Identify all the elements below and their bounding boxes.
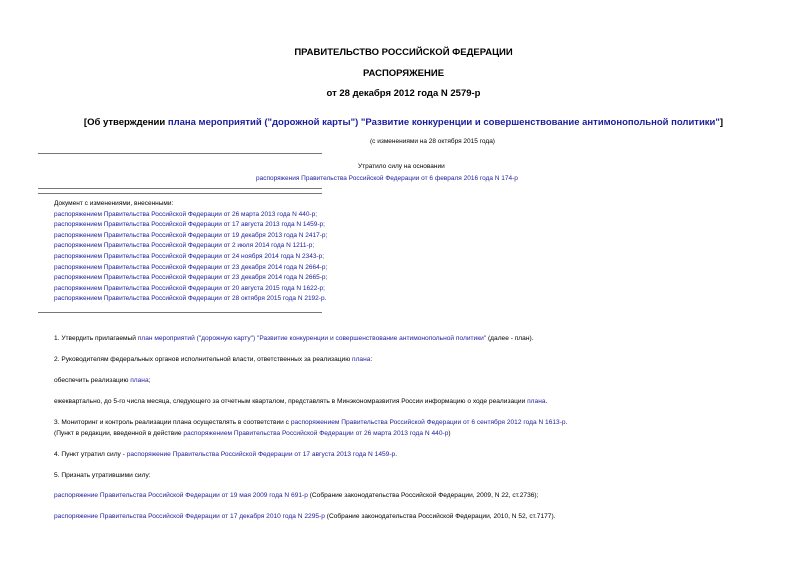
change-link[interactable]: распоряжением Правительства Российской Федерации от 23 декабря 2014 года N 2664-р; xyxy=(54,263,328,271)
paragraph-8 xyxy=(54,492,538,499)
edits-note: (с изменениями на 28 октября 2015 года) xyxy=(370,138,495,145)
plan-link[interactable]: плана xyxy=(130,377,149,384)
repeal-order-link[interactable]: распоряжение Правительства Российской Федерации от 17 августа 2013 года N 1459-р xyxy=(126,451,396,458)
changes-intro: Документ с изменениями, внесенными: xyxy=(54,200,174,207)
government-heading: ПРАВИТЕЛЬСТВО РОССИЙСКОЙ ФЕДЕРАЦИИ xyxy=(294,47,513,58)
paragraph-text: 1. Утвердить прилагаемый xyxy=(54,335,138,342)
paragraph-text: . xyxy=(545,398,548,405)
change-link[interactable]: распоряжением Правительства Российской Федерации от 24 ноября 2014 года N 2343-р; xyxy=(54,252,325,260)
paragraph-text: 2. Руководителям федеральных органов исполнительной власти, ответственных за реализацию xyxy=(54,356,352,363)
separator-line xyxy=(38,193,322,194)
title-suffix: ] xyxy=(719,117,724,128)
title-prefix: [Об утверждении xyxy=(83,117,168,128)
paragraph-9 xyxy=(54,513,556,520)
void-note: Утратило силу на основании xyxy=(358,163,445,170)
plan-link[interactable]: плана xyxy=(352,356,371,363)
change-link[interactable]: распоряжением Правительства Российской Федерации от 28 октября 2015 года N 2192-р. xyxy=(54,295,327,303)
monitoring-order-link[interactable]: распоряжением Правительства Российской Федерации от 6 сентября 2012 года N 1613-р xyxy=(290,419,566,426)
paragraph-text: (Собрание законодательства Российской Федерации, 2010, N 52, ст.7177). xyxy=(324,513,556,520)
paragraph-text: ; xyxy=(148,377,151,384)
paragraph-5 xyxy=(54,419,567,426)
separator-line xyxy=(38,188,322,189)
paragraph-text: . xyxy=(395,451,398,458)
amendment-link[interactable]: распоряжением Правительства Российской Федерации от 26 марта 2013 года N 440-р xyxy=(183,430,449,437)
change-link[interactable]: распоряжением Правительства Российской Федерации от 23 декабря 2014 года N 2665-р; xyxy=(54,274,328,282)
paragraph-3 xyxy=(54,377,150,384)
paragraph-7: 5. Признать утратившими силу: xyxy=(54,472,151,479)
title-plan-link[interactable]: плана мероприятий ("дорожной карты") "Развитие конкуренции и совершенствование антимонопольной политики" xyxy=(167,117,720,128)
paragraph-1 xyxy=(54,335,534,342)
plan-link[interactable]: плана xyxy=(527,398,546,405)
change-link[interactable]: распоряжением Правительства Российской Федерации от 19 декабря 2013 года N 2417-р; xyxy=(54,231,328,239)
repealed-order-link[interactable]: распоряжение Правительства Российской Федерации от 19 мая 2009 года N 691-р xyxy=(54,492,308,499)
paragraph-6 xyxy=(54,451,397,458)
change-link[interactable]: распоряжением Правительства Российской Федерации от 26 марта 2013 года N 440-р; xyxy=(54,210,318,218)
paragraph-text: обеспечить реализацию xyxy=(54,377,131,384)
changes-list xyxy=(54,199,327,305)
document-date-number: от 28 декабря 2012 года N 2579-р xyxy=(326,88,481,99)
paragraph-text: ) xyxy=(448,430,451,437)
paragraph-text: (Собрание законодательства Российской Федерации, 2009, N 22, ст.2736); xyxy=(307,492,539,499)
separator-line xyxy=(38,153,322,154)
paragraph-text: : xyxy=(370,356,373,363)
document-title xyxy=(0,117,807,128)
repealed-order-link[interactable]: распоряжение Правительства Российской Федерации от 17 декабря 2010 года N 2295-р xyxy=(54,513,325,520)
change-link[interactable]: распоряжением Правительства Российской Федерации от 17 августа 2013 года N 1459-р; xyxy=(54,221,325,229)
paragraph-2 xyxy=(54,356,372,363)
paragraph-text: ежеквартально, до 5-го числа месяца, следующего за отчетным кварталом, представлять в Минэкономразвития России информацию о ходе реализации xyxy=(54,398,528,405)
change-link[interactable]: распоряжением Правительства Российской Федерации от 20 августа 2015 года N 1622-р; xyxy=(54,284,325,292)
paragraph-text: (Пункт в редакции, введенной в действие xyxy=(54,430,184,437)
paragraph-text: 4. Пункт утратил силу - xyxy=(54,451,127,458)
change-link[interactable]: распоряжением Правительства Российской Федерации от 2 июля 2014 года N 1211-р; xyxy=(54,242,315,250)
paragraph-text: 3. Мониторинг и контроль реализации плана осуществлять в соответствии с xyxy=(54,419,291,426)
plan-link[interactable]: план мероприятий ("дорожную карту") "Развитие конкуренции и совершенствование антимонопольной политики" xyxy=(137,335,487,342)
paragraph-5-note xyxy=(54,430,451,437)
void-basis-link[interactable]: распоряжения Правительства Российской Федерации от 6 февраля 2016 года N 174-р xyxy=(256,175,518,182)
document-type: РАСПОРЯЖЕНИЕ xyxy=(362,68,445,79)
paragraph-text: . xyxy=(565,419,568,426)
separator-line xyxy=(38,312,322,313)
paragraph-text: (далее - план). xyxy=(486,335,534,342)
paragraph-4 xyxy=(54,398,547,405)
